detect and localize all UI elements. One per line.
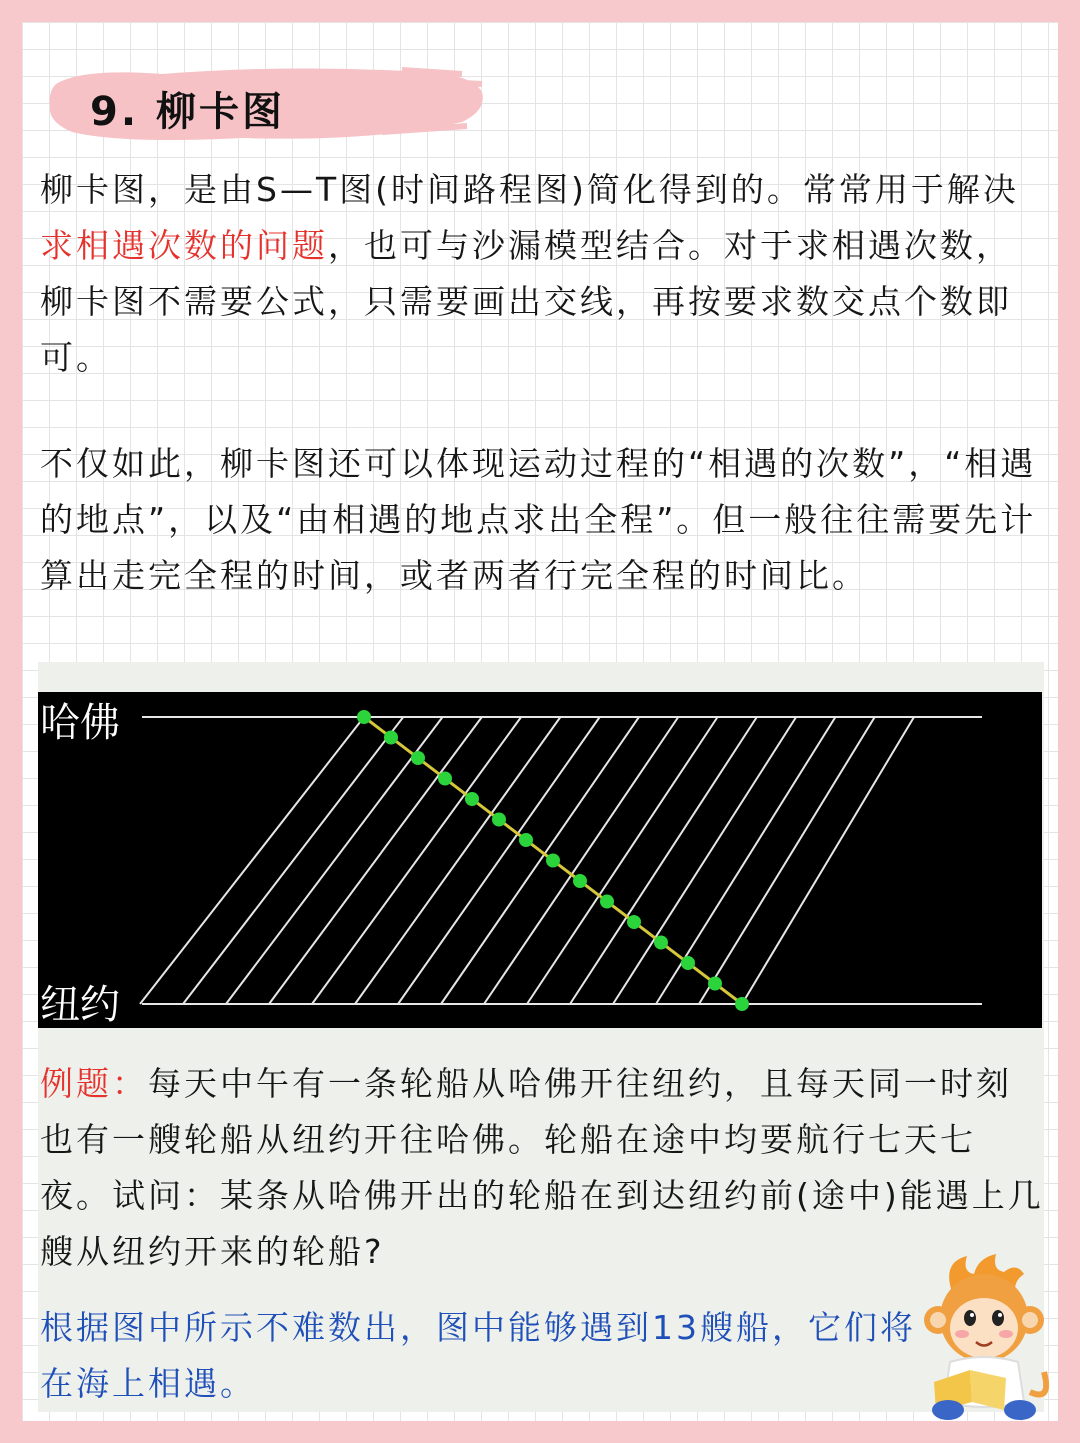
meeting-point: [519, 833, 533, 847]
ship-line: [140, 717, 364, 1004]
ship-line: [183, 717, 403, 1004]
endpoint-dot: [735, 997, 749, 1011]
ship-line: [398, 717, 600, 1004]
example-body: 每天中午有一条轮船从哈佛开往纽约，且每天同一时刻也有一艘轮船从纽约开往哈佛。轮船在途中均要航行七天七夜。试问：某条从哈佛开出的轮船在到达纽约前(途中)能遇上几艘从纽约开来的轮船?: [40, 1064, 1044, 1271]
intro-paragraph: [40, 162, 1046, 386]
meeting-point: [708, 977, 722, 991]
ship-line: [441, 717, 639, 1004]
newyork-label: 纽约: [40, 982, 120, 1028]
meeting-point: [492, 813, 506, 827]
meeting-point: [654, 936, 668, 950]
meeting-point: [573, 874, 587, 888]
liuka-diagram: [38, 692, 1042, 1028]
page-title: 9. 柳卡图: [90, 89, 285, 135]
title-banner: [42, 62, 492, 152]
example-question: [40, 1056, 1046, 1280]
intro-text-1: 柳卡图，是由S—T图(时间路程图)简化得到的。常常用于解决: [40, 170, 1019, 209]
ship-line: [226, 717, 443, 1004]
endpoint-dot: [357, 710, 371, 724]
meeting-point: [681, 956, 695, 970]
meeting-point: [546, 854, 560, 868]
harvard-label: 哈佛: [40, 700, 120, 746]
second-paragraph: 不仅如此，柳卡图还可以体现运动过程的“相遇的次数”，“相遇的地点”，以及“由相遇的地点求出全程”。但一般往往需要先计算出走完全程的时间，或者两者行完全程的时间比。: [40, 444, 1037, 595]
meeting-point: [600, 895, 614, 909]
ship-line: [269, 717, 482, 1004]
ship-line: [570, 717, 757, 1004]
ship-line: [699, 717, 875, 1004]
intro-text-2: ，也可与沙漏模型结合。对于求相遇次数，柳卡图不需要公式，只需要画出交线，再按要求数交点个数即可。: [40, 226, 1012, 377]
ship-line: [355, 717, 560, 1004]
meeting-point: [384, 731, 398, 745]
meeting-point: [438, 772, 452, 786]
intro-highlight: 求相遇次数的问题: [40, 226, 328, 265]
answer-text: 根据图中所示不难数出，图中能够遇到13艘船，它们将在海上相遇。: [40, 1308, 916, 1403]
example-label: 例题：: [40, 1064, 148, 1103]
meeting-point: [465, 792, 479, 806]
meeting-point: [627, 915, 641, 929]
ship-line: [484, 717, 678, 1004]
meeting-point: [411, 751, 425, 765]
page-card: [22, 22, 1058, 1421]
monkey-mascot-icon: [912, 1252, 1058, 1421]
liuka-diagram-svg: [38, 692, 1042, 1028]
